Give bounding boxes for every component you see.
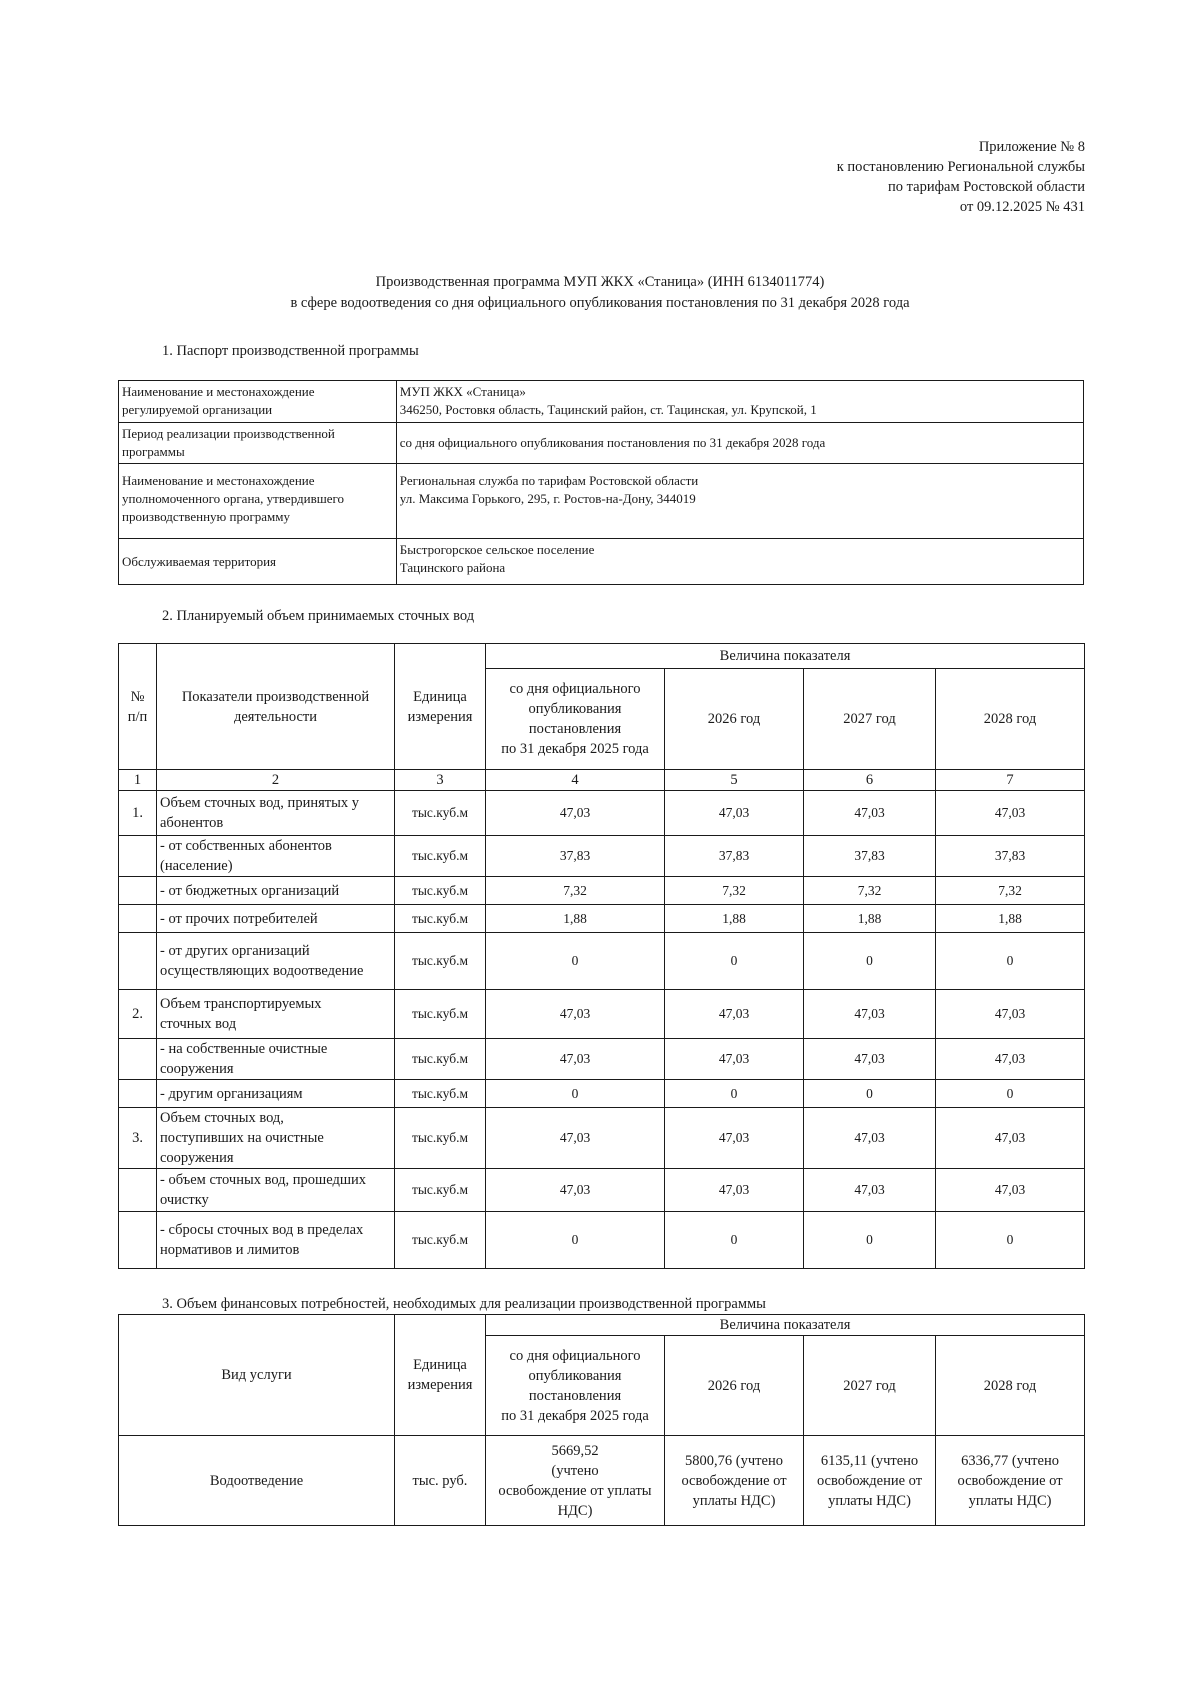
value-cell: 1,88 (804, 905, 936, 933)
value-cell: 0 (936, 1080, 1085, 1108)
value-line: 5800,76 (учтено (685, 1452, 783, 1469)
value-cell: 37,83 (936, 836, 1085, 877)
header-line: по 31 декабря 2025 года (501, 1407, 649, 1424)
row-number (119, 836, 157, 877)
indicator-line: поступивших на очистные (160, 1130, 324, 1146)
value-cell: 47,03 (486, 1169, 665, 1212)
unit-cell: тыс.куб.м (395, 990, 486, 1039)
value-cell: 47,03 (486, 990, 665, 1039)
value-cell: 47,03 (486, 791, 665, 836)
label-line: уполномоченного органа, утвердившего (122, 491, 345, 506)
title-line: в сфере водоотведения со дня официального опубликования постановления по 31 декабря 2028 года (290, 295, 910, 311)
indicator-line: - от прочих потребителей (160, 910, 318, 927)
value-cell: 47,03 (936, 990, 1085, 1039)
value-cell: 47,03 (936, 1039, 1085, 1080)
document-title (0, 272, 1200, 314)
table-row (119, 905, 1085, 933)
value-line: уплаты НДС) (692, 1492, 776, 1509)
period-header: 2028 год (936, 1336, 1085, 1436)
volumes-heading: 2. Планируемый объем принимаемых сточных вод (162, 608, 475, 624)
header-line: Показатели производственной (181, 688, 370, 705)
finance-value (486, 1436, 665, 1526)
header-line: по 31 декабря 2025 года (501, 741, 649, 757)
indicator-line: - от других организаций (160, 943, 310, 959)
table-row (119, 1080, 1085, 1108)
appendix-line: по тарифам Ростовской области (888, 179, 1085, 195)
value-cell: 47,03 (665, 990, 804, 1039)
row-number (119, 1212, 157, 1269)
unit-cell: тыс.куб.м (395, 1039, 486, 1080)
row-number (119, 1039, 157, 1080)
value-cell: 47,03 (665, 1108, 804, 1169)
row-number (119, 877, 157, 905)
appendix-line: Приложение № 8 (978, 139, 1085, 155)
label-line: Наименование и местонахождение (122, 473, 315, 488)
indicator-line: сооружения (160, 1061, 234, 1077)
label-line: Период реализации производственной (122, 426, 335, 441)
table-row (119, 1212, 1085, 1269)
value-line: освобождение от (957, 1472, 1063, 1489)
finance-value (936, 1436, 1085, 1526)
value-cell: 37,83 (804, 836, 936, 877)
period-header: 2026 год (665, 1336, 804, 1436)
column-number: 5 (665, 770, 804, 791)
period-header: 2027 год (804, 1336, 936, 1436)
value-cell: 1,88 (936, 905, 1085, 933)
value-cell: 47,03 (486, 1108, 665, 1169)
value-cell: 47,03 (486, 1039, 665, 1080)
value-line: освобождение от (681, 1472, 787, 1489)
period-header: 2026 год (665, 669, 804, 770)
value-cell: 47,03 (804, 990, 936, 1039)
header-line: опубликования (528, 1367, 622, 1384)
unit-cell: тыс. руб. (395, 1436, 486, 1526)
header-line: постановления (528, 721, 622, 737)
period-header (486, 669, 665, 770)
value-cell: 0 (804, 1080, 936, 1108)
indicator-name (157, 990, 395, 1039)
value-cell: 47,03 (665, 1169, 804, 1212)
passport-value (396, 464, 1083, 539)
volumes-table (118, 643, 1085, 1269)
indicator-line: - на собственные очистные (160, 1041, 328, 1057)
header-line: Единица (413, 688, 467, 705)
finance-value (665, 1436, 804, 1526)
indicator-line: - сбросы сточных вод в пределах (160, 1222, 364, 1238)
indicator-name (157, 933, 395, 990)
unit-header (395, 1315, 486, 1436)
indicator-line: очистку (160, 1192, 209, 1208)
header-line: измерения (407, 1377, 473, 1393)
value-line: Тацинского района (399, 560, 506, 575)
value-cell: 1,88 (486, 905, 665, 933)
indicator-line: - другим организациям (160, 1085, 303, 1102)
unit-cell: тыс.куб.м (395, 905, 486, 933)
indicator-line: сооружения (160, 1150, 234, 1166)
label-line: Обслуживаемая территория (122, 553, 277, 569)
indicator-line: (население) (160, 858, 233, 874)
value-cell: 47,03 (665, 791, 804, 836)
row-number: 3. (119, 1108, 157, 1169)
finance-table (118, 1314, 1085, 1526)
passport-label (119, 423, 397, 464)
indicator-line: - от бюджетных организаций (160, 882, 340, 899)
indicator-line: Объем сточных вод, принятых у (160, 795, 359, 811)
row-number (119, 1080, 157, 1108)
finance-value (804, 1436, 936, 1526)
passport-row (119, 464, 1084, 539)
unit-cell: тыс.куб.м (395, 1169, 486, 1212)
column-number: 3 (395, 770, 486, 791)
passport-row (119, 539, 1084, 585)
value-line: освобождение от уплаты (498, 1482, 652, 1499)
value-cell: 47,03 (936, 791, 1085, 836)
header-line: со дня официального (509, 681, 641, 697)
passport-label (119, 464, 397, 539)
unit-cell: тыс.куб.м (395, 836, 486, 877)
passport-row (119, 423, 1084, 464)
value-line: МУП ЖКХ «Станица» (399, 384, 526, 399)
value-line: уплаты НДС) (968, 1492, 1052, 1509)
row-number: 1. (119, 791, 157, 836)
value-cell: 47,03 (936, 1169, 1085, 1212)
indicator-line: Объем транспортируемых (160, 996, 322, 1012)
value-cell: 0 (665, 1080, 804, 1108)
unit-cell: тыс.куб.м (395, 791, 486, 836)
unit-cell: тыс.куб.м (395, 1212, 486, 1269)
value-cell: 0 (804, 933, 936, 990)
service-cell: Водоотведение (119, 1436, 395, 1526)
table-row (119, 791, 1085, 836)
row-number (119, 905, 157, 933)
table-row (119, 933, 1085, 990)
indicator-line: - от собственных абонентов (160, 838, 332, 854)
label-line: программы (122, 444, 185, 459)
indicator-line: нормативов и лимитов (160, 1242, 300, 1258)
value-cell: 37,83 (665, 836, 804, 877)
unit-cell: тыс.куб.м (395, 933, 486, 990)
unit-header (395, 644, 486, 770)
value-cell: 0 (486, 1212, 665, 1269)
unit-cell: тыс.куб.м (395, 1080, 486, 1108)
header-line: деятельности (233, 708, 317, 725)
value-cell: 0 (486, 1080, 665, 1108)
header-line: Единица (413, 1357, 467, 1373)
value-line: 5669,52 (551, 1442, 599, 1459)
indicator-name (157, 1169, 395, 1212)
value-line: ул. Максима Горького, 295, г. Ростов-на-Дону, 344019 (399, 491, 696, 506)
value-cell: 7,32 (486, 877, 665, 905)
value-line: (учтено (551, 1462, 599, 1479)
label-line: производственную программу (122, 509, 291, 524)
passport-heading: 1. Паспорт производственной программы (162, 343, 419, 359)
indicator-name (157, 877, 395, 905)
value-cell: 0 (936, 1212, 1085, 1269)
value-cell: 0 (665, 1212, 804, 1269)
service-header: Вид услуги (119, 1315, 395, 1436)
column-number: 1 (119, 770, 157, 791)
row-number (119, 933, 157, 990)
appendix-line: от 09.12.2025 № 431 (959, 199, 1085, 215)
value-cell: 37,83 (486, 836, 665, 877)
passport-label (119, 539, 397, 585)
value-line: 6135,11 (учтено (820, 1452, 919, 1469)
row-number (119, 1169, 157, 1212)
value-cell: 7,32 (804, 877, 936, 905)
table-row (119, 1108, 1085, 1169)
indicator-name (157, 1080, 395, 1108)
table-row (119, 990, 1085, 1039)
column-number: 7 (936, 770, 1085, 791)
header-line: № (130, 688, 145, 705)
column-number: 4 (486, 770, 665, 791)
value-cell: 0 (804, 1212, 936, 1269)
value-cell: 7,32 (936, 877, 1085, 905)
indicator-line: Объем сточных вод, (160, 1110, 284, 1126)
value-cell: 7,32 (665, 877, 804, 905)
label-line: Наименование и местонахождение (122, 384, 315, 399)
period-header: 2027 год (804, 669, 936, 770)
table-row (119, 836, 1085, 877)
passport-row (119, 381, 1084, 423)
row-number: 2. (119, 990, 157, 1039)
value-cell: 0 (665, 933, 804, 990)
value-cell: 47,03 (665, 1039, 804, 1080)
value-line: НДС) (557, 1502, 593, 1519)
column-number: 2 (157, 770, 395, 791)
indicator-header (157, 644, 395, 770)
value-group-header: Величина показателя (486, 644, 1085, 669)
table-row (119, 1169, 1085, 1212)
value-cell: 0 (486, 933, 665, 990)
value-cell: 0 (936, 933, 1085, 990)
unit-cell: тыс.куб.м (395, 877, 486, 905)
value-line: уплаты НДС) (828, 1492, 911, 1509)
volumes-body (119, 791, 1085, 1269)
finance-heading: 3. Объем финансовых потребностей, необходимых для реализации производственной программы (162, 1296, 766, 1312)
value-line: 346250, Ростовкя область, Тацинский район, ст. Тацинская, ул. Крупской, 1 (399, 402, 817, 417)
value-cell: 47,03 (804, 791, 936, 836)
passport-value (396, 539, 1083, 585)
header-line: постановления (528, 1387, 622, 1404)
value-cell: 1,88 (665, 905, 804, 933)
table-row (119, 877, 1085, 905)
header-line: опубликования (528, 701, 622, 717)
indicator-name (157, 1212, 395, 1269)
column-number-row (119, 770, 1085, 791)
value-cell: 47,03 (804, 1039, 936, 1080)
value-line: Быстрогорское сельское поселение (399, 542, 595, 557)
value-line: освобождение от (816, 1472, 923, 1489)
indicator-name (157, 905, 395, 933)
appendix-line: к постановлению Региональной службы (836, 159, 1085, 175)
period-header (486, 1336, 665, 1436)
appendix-block (837, 137, 1085, 217)
header-line: со дня официального (509, 1347, 641, 1364)
finance-row (119, 1436, 1085, 1526)
no-header (119, 644, 157, 770)
value-line: со дня официального опубликования постановления по 31 декабря 2028 года (399, 435, 826, 450)
value-cell: 47,03 (804, 1169, 936, 1212)
value-cell: 47,03 (936, 1108, 1085, 1169)
value-line: 6336,77 (учтено (961, 1452, 1059, 1469)
title-line: Производственная программа МУП ЖКХ «Станица» (ИНН 6134011774) (375, 274, 825, 290)
header-row (119, 644, 1085, 669)
indicator-name (157, 836, 395, 877)
indicator-name (157, 791, 395, 836)
indicator-name (157, 1108, 395, 1169)
indicator-line: абонентов (160, 815, 224, 831)
label-line: регулируемой организации (122, 402, 273, 417)
header-row (119, 1315, 1085, 1336)
passport-value (396, 423, 1083, 464)
header-line: измерения (407, 708, 473, 725)
value-cell: 47,03 (804, 1108, 936, 1169)
value-group-header: Величина показателя (486, 1315, 1085, 1336)
column-number: 6 (804, 770, 936, 791)
unit-cell: тыс.куб.м (395, 1108, 486, 1169)
indicator-line: - объем сточных вод, прошедших (160, 1172, 367, 1188)
passport-value (396, 381, 1083, 423)
header-line: п/п (127, 708, 148, 725)
passport-label (119, 381, 397, 423)
indicator-line: сточных вод (160, 1016, 237, 1032)
indicator-name (157, 1039, 395, 1080)
table-row (119, 1039, 1085, 1080)
period-header: 2028 год (936, 669, 1085, 770)
passport-table (118, 380, 1084, 585)
indicator-line: осуществляющих водоотведение (160, 963, 364, 979)
value-line: Региональная служба по тарифам Ростовской области (399, 473, 699, 488)
